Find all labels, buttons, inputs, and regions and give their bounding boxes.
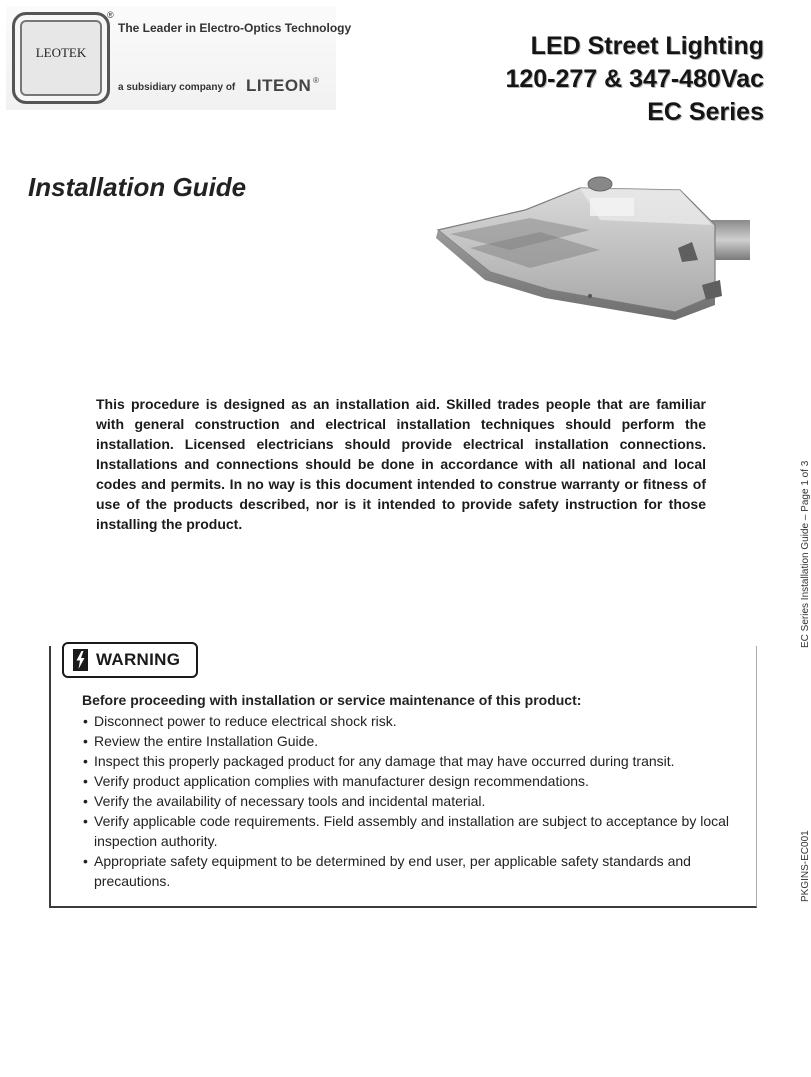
guide-title: Installation Guide — [28, 172, 247, 202]
intro-paragraph: This procedure is designed as an installation aid. Skilled trades people that are familiar with general construction and electrical installation techniques should perform the installation. Licensed electricians should provide electrical installation connections. Installations and connections should be done in accordance with all national and local codes and permits. In no way is this document intended to construe warranty or fitness of use of the products described, nor is it intended to provide safety instruction for those installing the product. — [96, 396, 706, 532]
doc-code-vertical — [793, 822, 811, 902]
warning-list — [82, 711, 752, 891]
electrical-hazard-icon — [73, 649, 88, 671]
title-line-product: LED Street Lighting — [530, 32, 764, 60]
warning-item: • Verify product application complies with manufacturer design recommendations. — [82, 771, 752, 791]
title-line-voltage: 120-277 & 347-480Vac — [505, 65, 764, 93]
subsidiary-text: a subsidiary company of — [118, 82, 236, 93]
leotek-logo-text: LEOTEK — [35, 45, 87, 60]
registered-mark: ® — [107, 10, 114, 20]
warning-item: • Review the entire Installation Guide. — [82, 731, 752, 751]
page-info-vertical — [793, 448, 811, 648]
warning-content — [82, 690, 752, 891]
company-logo — [6, 6, 352, 110]
brand-tagline: The Leader in Electro-Optics Technology — [118, 21, 352, 35]
warning-intro: Before proceeding with installation or service maintenance of this product: — [82, 692, 582, 708]
warning-badge — [62, 642, 198, 678]
warning-item: • Disconnect power to reduce electrical shock risk. — [82, 711, 752, 731]
warning-item: • Inspect this properly packaged product for any damage that may have occurred during transit. — [82, 751, 752, 771]
warning-item: • Verify applicable code requirements. Field assembly and installation are subject to acceptance by local inspection authority. — [82, 811, 752, 851]
title-line-series: EC Series — [647, 98, 764, 126]
warning-item: • Appropriate safety equipment to be determined by end user, per applicable safety standards and precautions. — [82, 851, 752, 891]
leotek-badge — [12, 12, 110, 104]
parent-logo: LITEON — [246, 76, 312, 95]
street-light-fixture-image — [430, 170, 750, 330]
parent-registered-mark: ® — [313, 76, 319, 85]
warning-item: • Verify the availability of necessary tools and incidental material. — [82, 791, 752, 811]
warning-label: WARNING — [96, 650, 181, 669]
product-title — [505, 30, 764, 129]
page-info-text: EC Series Installation Guide – Page 1 of 3 — [800, 460, 811, 648]
doc-code-text: PKGINS-EC001 — [800, 830, 811, 902]
